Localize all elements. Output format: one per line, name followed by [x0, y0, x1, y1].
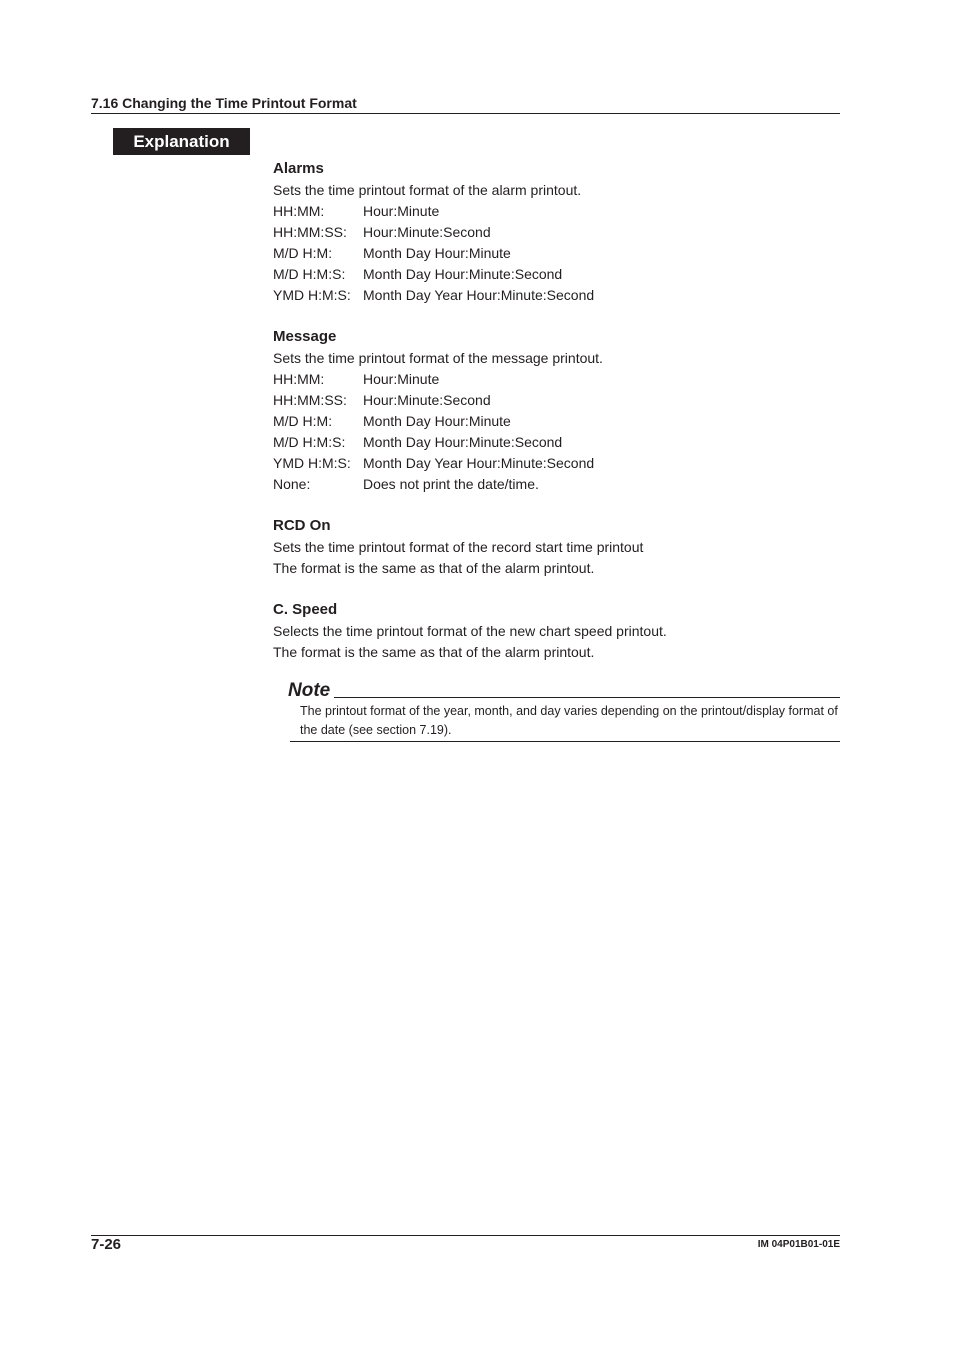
- format-value: Month Day Hour:Minute:Second: [363, 434, 563, 450]
- format-value: Hour:Minute:Second: [363, 224, 491, 240]
- section-rcd-on: [273, 515, 840, 579]
- format-key: M/D H:M:S:: [273, 434, 346, 450]
- format-value: Hour:Minute:Second: [363, 392, 491, 408]
- note-bottom-rule: [290, 741, 840, 742]
- section-description: Sets the time printout format of the alarm printout.: [273, 182, 582, 198]
- explanation-badge: Explanation: [113, 128, 250, 155]
- format-row: [273, 369, 840, 390]
- section-title: RCD On: [273, 517, 331, 534]
- section-alarms: [273, 158, 840, 306]
- format-value: Month Day Hour:Minute: [363, 413, 511, 429]
- format-value: Month Day Hour:Minute: [363, 245, 511, 261]
- format-value: Does not print the date/time.: [363, 476, 539, 492]
- footer-rule: [91, 1235, 840, 1236]
- format-key: YMD H:M:S:: [273, 287, 351, 303]
- section-title: Alarms: [273, 160, 324, 177]
- format-value: Month Day Hour:Minute:Second: [363, 266, 563, 282]
- page-number: 7-26: [91, 1236, 122, 1253]
- format-value: Month Day Year Hour:Minute:Second: [363, 455, 595, 471]
- format-key: M/D H:M:S:: [273, 266, 346, 282]
- format-value: Hour:Minute: [363, 371, 440, 387]
- format-row: [273, 474, 840, 495]
- section-description: Sets the time printout format of the record start time printout: [273, 539, 644, 555]
- format-key: HH:MM:: [273, 371, 325, 387]
- format-value: Hour:Minute: [363, 203, 440, 219]
- section-c-speed: [273, 599, 840, 663]
- content-body: [273, 158, 840, 683]
- section-description: Sets the time printout format of the message printout.: [273, 350, 603, 366]
- note-rule: [334, 697, 840, 698]
- format-row: [273, 201, 840, 222]
- page-header-title: 7.16 Changing the Time Printout Format: [91, 95, 357, 111]
- section-title: C. Speed: [273, 601, 338, 618]
- format-key: YMD H:M:S:: [273, 455, 351, 471]
- format-key: M/D H:M:: [273, 245, 333, 261]
- note-header: [288, 678, 840, 702]
- section-title: Message: [273, 328, 337, 345]
- note-text: The printout format of the year, month, and day varies depending on the printout/display format of the date (see section 7.19).: [300, 704, 838, 737]
- format-key: HH:MM:: [273, 203, 325, 219]
- format-row: [273, 432, 840, 453]
- format-row: [273, 390, 840, 411]
- format-row: [273, 411, 840, 432]
- document-id: IM 04P01B01-01E: [757, 1239, 840, 1250]
- header-rule: [91, 113, 840, 114]
- format-row: [273, 285, 840, 306]
- format-key: HH:MM:SS:: [273, 392, 347, 408]
- format-key: M/D H:M:: [273, 413, 333, 429]
- format-row: [273, 243, 840, 264]
- format-row: [273, 453, 840, 474]
- section-message: [273, 326, 840, 495]
- section-description: Selects the time printout format of the new chart speed printout.: [273, 623, 667, 639]
- format-key: None:: [273, 476, 311, 492]
- format-row: [273, 222, 840, 243]
- format-key: HH:MM:SS:: [273, 224, 347, 240]
- section-description: The format is the same as that of the alarm printout.: [273, 560, 595, 576]
- note-box: [288, 678, 840, 740]
- format-value: Month Day Year Hour:Minute:Second: [363, 287, 595, 303]
- section-description: The format is the same as that of the alarm printout.: [273, 644, 595, 660]
- note-title: Note: [288, 680, 331, 701]
- format-row: [273, 264, 840, 285]
